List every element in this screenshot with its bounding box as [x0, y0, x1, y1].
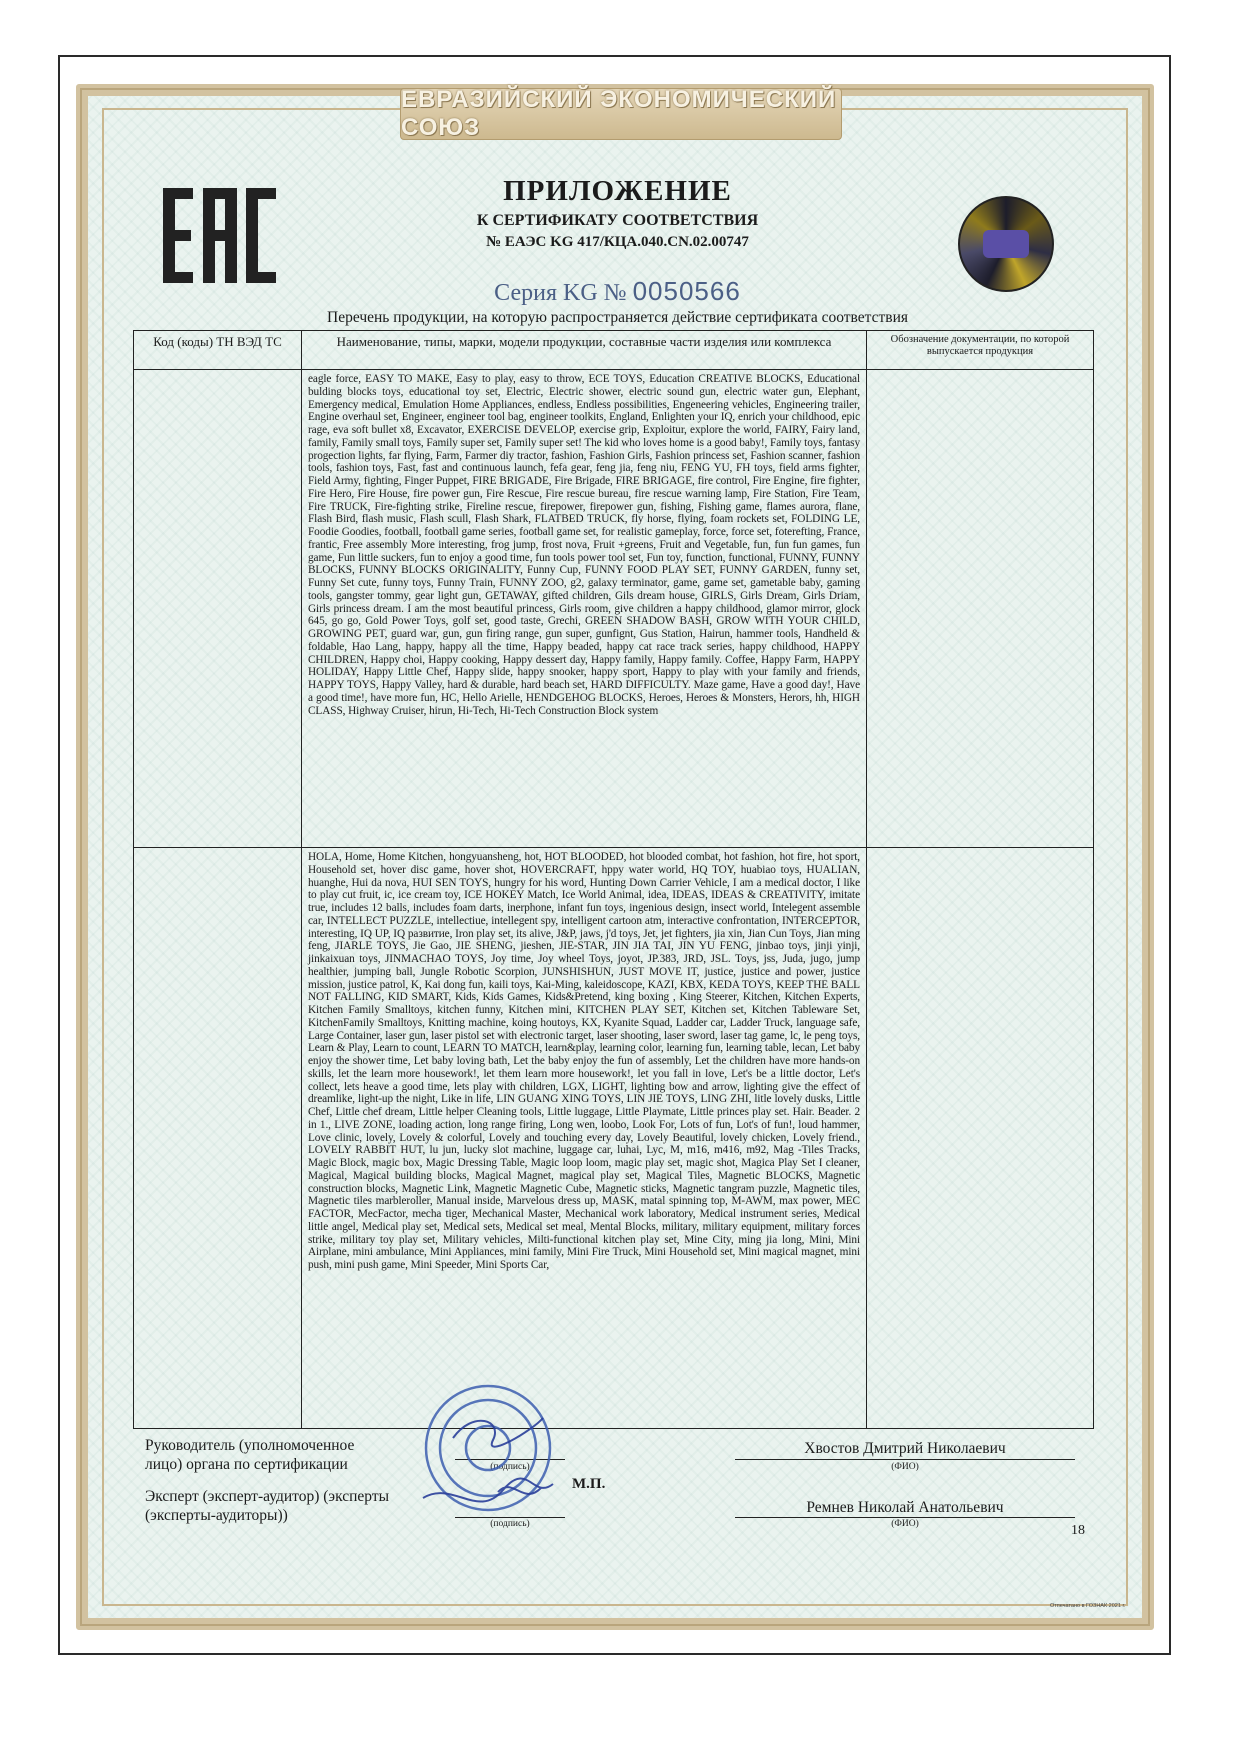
table-row: [134, 848, 1094, 1429]
code-cell: [134, 370, 302, 848]
expert-name-line: [735, 1517, 1075, 1518]
head-of-body-label: Руководитель (уполномоченное лицо) органа по сертификации: [145, 1437, 355, 1473]
table-row: [134, 370, 1094, 848]
code-column-header: Код (коды) ТН ВЭД ТС: [134, 331, 302, 370]
hologram-seal-icon: [958, 196, 1054, 292]
seal-place-label: М.П.: [572, 1476, 606, 1492]
products-table: [133, 330, 1094, 1429]
eurasian-union-banner: ЕВРАЗИЙСКИЙ ЭКОНОМИЧЕСКИЙ СОЮЗ: [400, 88, 842, 140]
head-name-line: [735, 1459, 1075, 1460]
head-name-caption: (ФИО): [891, 1462, 919, 1472]
document-title: ПРИЛОЖЕНИЕ: [503, 175, 732, 207]
documentation-cell: [867, 370, 1094, 848]
organization-seal-icon: [383, 1380, 593, 1530]
hologram-seal-text: [983, 230, 1029, 258]
product-list-caption: Перечень продукции, на которую распространяется действие сертификата соответствия: [327, 309, 908, 326]
certificate-number: № ЕАЭС KG 417/КЦА.040.CN.02.00747: [486, 234, 749, 250]
table-header-row: [134, 331, 1094, 370]
documentation-cell: [867, 848, 1094, 1429]
expert-name-caption: (ФИО): [891, 1519, 919, 1529]
printer-imprint: Отпечатано в ГОЗНАК 2021 г.: [1050, 1603, 1126, 1609]
product-names-cell: HOLA, Home, Home Kitchen, hongyuansheng, hot, HOT BLOODED, hot blooded combat, hot fashion, hot fire, hot sport, Household set, hover disc game, hover shot, HOVERCRAFT, hppy water world, HQ TOY, huabiao toys, HUALIAN, huanghe, Hui da nova, HUI SEN TOYS, hungry for his word, Hunting Down Carrier Vehicle, I am a medical doctor, I like to play cut fruit, ic, ice cream toy, ICE HOKEY Match, Ice World Animal, idea, IDEAS, IDEAS & CREATIVITY, imitate true, includes 12 balls, includes foam darts, inerphone, infant fun toys, ingenious design, insect world, Intelegent assemble car, INTELLECT PUZZLE, intellectiue, intellegent spy, intelligent cartoon atm, interactive confrontation, INTERCEPTOR, interesting, IQ UP, IQ развитие, Iron play set, its alive, J&P, jaws, j'd toys, Jet, jet fighters, jia xin, Jian Cun Toys, Jian ming feng, JIARLE TOYS, Jie Gao, JIE SHENG, jieshen, JIE-STAR, JIN JIA TAI, JIN YU FENG, jinbao toys, jinji yinji, jinkaixuan toys, JINMACHAO TOYS, Joy time, Joy wheel Toys, joyot, JP.383, JRD, JSL. Toys, jss, Juda, jugo, jump healthier, jumping ball, Jungle Robotic Scorpion, JUNSHISHUN, JUST MOVE IT, justice, justice and power, justice mission, justice patrol, K, Kai dong fun, kaili toys, Kai-Ming, kaleidoscope, KAZI, KBX, KEDA TOYS, KEEP THE BALL NOT FALLING, KID SMART, Kids, Kids Games, Kids&Pretend, king boxing , King Steerer, Kitchen, Kitchen Experts, Kitchen Family Smalltoys, kitchen funny, Kitchen mini, KITCHEN PLAY SET, Kitchen set, Kitchen Tableware Set, KitchenFamily Smalltoys, Knitting machine, koing houtoys, KX, Kyanite Squad, Ladder car, Ladder Truck, language safe, Large Container, laser gun, laser pistol set with electronic target, laser shooting, laser sword, laser tag game, lc, le peng toys, Learn & Play, Learn to count, LEARN TO MATCH, learn&play, learning color, learning fun, learning table, lecan, Let baby enjoy the shower time, Let baby loving bath, Let the baby enjoy the fun of assembly, Let the children have more hands-on skills, let the learn more housework!, let them learn more housework!, let you fall in love, Let's be a little doctor, Let's collect, lets heave a good time, lets play with children, LGX, LIGHT, lighting bow and arrow, lighting give the effect of dreamlike, light-up the night, Like in life, LIN GUANG XING TOYS, LIN JIE TOYS, LING ZHI, litle lovely dusks, Little Chef, Little chef dream, Little helper Cleaning tools, Little luggage, Little Playmate, Little princes play set. Hair. Beader. 2 in 1., LIVE ZONE, loading action, long range firing, Long wen, loobo, Look For, Lots of fun, Lot's of fun!, loud hammer, Love clinic, lovely, Lovely & colorful, Lovely and touching every day, Lovely Beautiful, lovely chicken, Lovely friend., LOVELY RABBIT HUT, lu jun, lucky slot machine, luggage car, luhai, Lyc, M, m16, m416, m92, Mag -Tiles Tracks, Magic Block, magic box, Magic Dressing Table, Magic loop loom, magic play set, magic shot, Magica Play Set I cleaner, Magical, Magical building blocks, Magical Magnet, magical play set, Magical Tiles, Magnetic BLOCKS, Magnetic construction blocks, Magnetic Link, Magnetic Magnetic Cube, Magnetic sticks, Magnetic tangram puzzle, Magnetic tiles, Magnetic tiles marbleroller, Manual inside, Marvelous dress up, MASK, matal spinning top, M-AWM, max power, MEC FACTOR, MecFactor, mecha tiger, Mechanical Master, Mechanical work laboratory, Medical instrument series, Medical little angel, Medical play set, Medical sets, Medical set meal, Mental Blocks, military, military equipment, military forces strike, military toy play set, Military vehicles, Milti-functional kitchen play set, Mine City, ming jia long, Mini, Mini Airplane, mini ambulance, Mini Appliances, mini family, Mini Fire Truck, Mini Household set, Mini magical magnet, mini push, mini push game, Mini Speeder, Mini Sports Car,: [302, 848, 867, 1429]
series-prefix: Серия KG №: [494, 280, 627, 306]
name-column-header: Наименование, типы, марки, модели продукции, составные части изделия или комплекса: [302, 331, 867, 370]
expert-signature-caption: (подпись): [490, 1519, 530, 1529]
documentation-column-header: Обозначение документации, по которой выпускается продукция: [867, 331, 1094, 370]
head-full-name: Хвостов Дмитрий Николаевич: [804, 1440, 1006, 1457]
expert-label: Эксперт (эксперт-аудитор) (эксперты (эксперты-аудиторы)): [145, 1488, 390, 1524]
eac-logo-icon: [163, 188, 276, 283]
series-number: 0050566: [632, 276, 741, 306]
expert-full-name: Ремнев Николай Анатольевич: [806, 1499, 1004, 1516]
head-signature-caption: (подпись): [490, 1462, 530, 1472]
page-number: 18: [1071, 1523, 1085, 1538]
document-subtitle: К СЕРТИФИКАТУ СООТВЕТСТВИЯ: [476, 212, 759, 229]
product-names-cell: eagle force, EASY TO MAKE, Easy to play, easy to throw, ECE TOYS, Education CREATIVE BLOCKS, Educational bulding blocks toys, educational toy set, Electric, Electric shower, electric sound gun, electric water gun, Elephant, Emergency medical, Emulation Home Appliances, endless, Endless possibilities, Engeneering vehicles, Engineering trailer, Engine overhaul set, Engineer, engineer tool bag, engineer toolkits, England, Enlighten your IQ, enrich your childhood, epic rage, eva soft bullet x8, Excavator, EXERCISE DEVELOP, exercise grip, Exploitur, explore the world, FAIRY, Fairy land, family, Family small toys, Family super set, Family super set! The kid who loves home is a good baby!, Family toys, fantasy progection lights, far flying, Farm, Farmer diy tractor, fashion, Fashion Girls, Fashion princess set, Fashion scanner, fashion tools, fashion toys, Fast, fast and continuous launch, fefa gear, feng jia, feng niu, FENG YU, FH toys, field arms fighter, Field Army, fighting, Finger Puppet, FIRE BRIGADE, Fire Brigade, FIRE BRIGAGE, fire control, Fire Engine, fire fighter, Fire Hero, Fire House, fire power gun, Fire Rescue, Fire rescue bureau, fire rescue warning lamp, Fire Station, Fire Team, Fire TRUCK, Fire-fighting strike, Fireline rescue, firepower, firepower gun, fishing, Fishing game, flames aurora, flane, Flash Bird, flash music, Flash scull, Flash Shark, FLATBED TRUCK, fly horse, flying, foam rockets set, FOLDING LE, Foodie Goodies, football, football game series, football game set, for realistic gameplay, force, force set, foterefting, France, frantic, Free assembly More interesting, frog jump, frost nova, Fruit +greens, Fruit and Vegetable, fun, fun fun games, fun game, Fun little suckers, fun to enjoy a good time, fun tools power tool set, Fun toy, function, functional, FUNNY, FUNNY BLOCKS, FUNNY BLOCKS ORIGINALITY, Funny Cup, FUNNY FOOD PLAY SET, FUNNY GARDEN, funny set, Funny Set cute, funny toys, Funny Train, FUNNY ZOO, g2, galaxy terminator, game, game set, gametable baby, gaming tools, gangster tommy, gear light gun, GETAWAY, gifted children, Gils dream house, GIRLS, Girls Dream, Girls Driam, Girls princess dream. I am the most beautiful princess, Girls room, give children a happy childhood, glamor mirror, glock 645, go go, Gold Power Toys, golf set, good taste, Grechi, GREEN SHADOW BASH, GROW WITH YOUR CHILD, GROWING PET, guard war, gun, gun firing range, gun super, gunfignt, Gus Station, Hairun, hammer tools, Handheld & foldable, Hao Lang, happy, happy all the time, Happy beaded, happy cat race track series, happy childhood, HAPPY CHILDREN, Happy choi, Happy cooking, Happy dessert day, Happy family, Happy family. Coffee, Happy Farm, HAPPY HOLIDAY, Happy Little Chef, Happy slide, happy snooker, happy sport, Happy to play with your family and friends, HAPPY TOYS, Happy Valley, hard & durable, hard beach set, HARD DIFFICULTY. Maze game, Have a good day!, Have a good time!, have more fun, HC, Hello Arielle, HENDGEHOG BLOCKS, Heroes, Heroes & Monsters, Herors, hh, HIGH CLASS, Highway Cruiser, hirun, Hi-Tech, Hi-Tech Construction Block system: [302, 370, 867, 848]
code-cell: [134, 848, 302, 1429]
series-line: [300, 276, 935, 307]
